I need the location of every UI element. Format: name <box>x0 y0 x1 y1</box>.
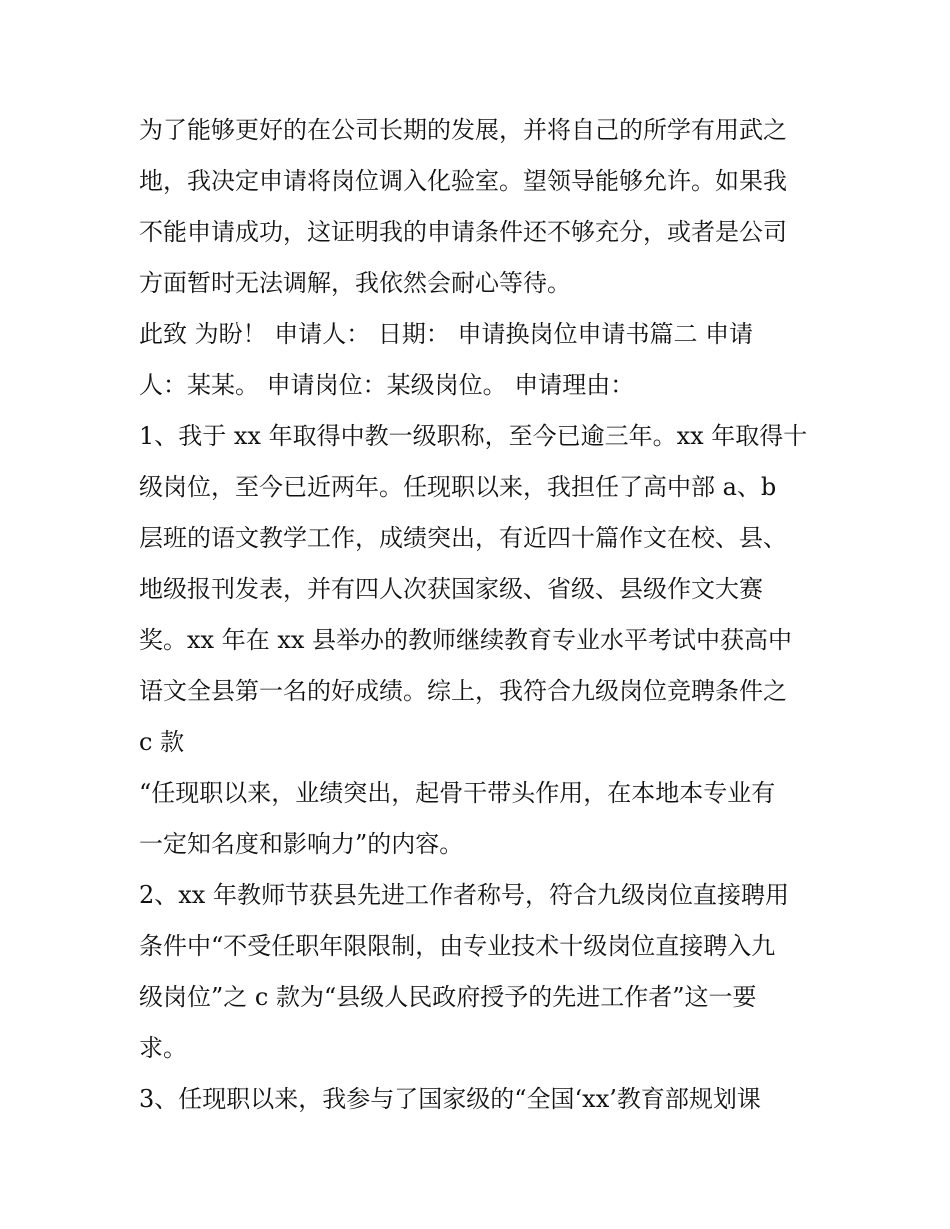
text-line: 2、xx 年教师节获县先进工作者称号，符合九级岗位直接聘用 <box>139 881 789 909</box>
text-line: 条件中“不受任职年限限制，由专业技术十级岗位直接聘入九 <box>139 932 776 960</box>
text-line: “任现职以来，业绩突出，起骨干带头作用，在本地本专业有 <box>139 779 776 807</box>
text-line: 地，我决定申请将岗位调入化验室。望领导能够允许。如果我 <box>139 167 787 195</box>
text-line: 求。 <box>139 1034 187 1062</box>
text-line: 级岗位，至今已近两年。任现职以来，我担任了高中部 a、b <box>139 473 777 501</box>
text-line: 人：某某。 申请岗位：某级岗位。 申请理由： <box>139 371 635 399</box>
text-line: 一定知名度和影响力”的内容。 <box>139 830 464 858</box>
text-line: 不能申请成功，这证明我的申请条件还不够充分，或者是公司 <box>139 218 787 246</box>
text-line: 语文全县第一名的好成绩。综上，我符合九级岗位竞聘条件之 <box>139 677 787 705</box>
document-body <box>139 105 819 1125</box>
text-line: 为了能够更好的在公司长期的发展，并将自己的所学有用武之 <box>139 116 787 144</box>
text-line: 方面暂时无法调解，我依然会耐心等待。 <box>139 269 571 297</box>
text-line: 地级报刊发表，并有四人次获国家级、省级、县级作文大赛 <box>139 575 763 603</box>
text-line: c 款 <box>139 728 185 756</box>
text-line: 奖。xx 年在 xx 县举办的教师继续教育专业水平考试中获高中 <box>139 626 793 654</box>
text-line: 3、任现职以来，我参与了国家级的“全国‘xx’教育部规划课 <box>139 1085 761 1113</box>
text-line: 级岗位”之 c 款为“县级人民政府授予的先进工作者”这一要 <box>139 983 757 1011</box>
text-line: 此致 为盼！ 申请人： 日期： 申请换岗位申请书篇二 申请 <box>139 320 754 348</box>
text-line: 层班的语文教学工作，成绩突出，有近四十篇作文在校、县、 <box>139 524 787 552</box>
text-line: 1、我于 xx 年取得中教一级职称，至今已逾三年。xx 年取得十 <box>139 422 808 450</box>
